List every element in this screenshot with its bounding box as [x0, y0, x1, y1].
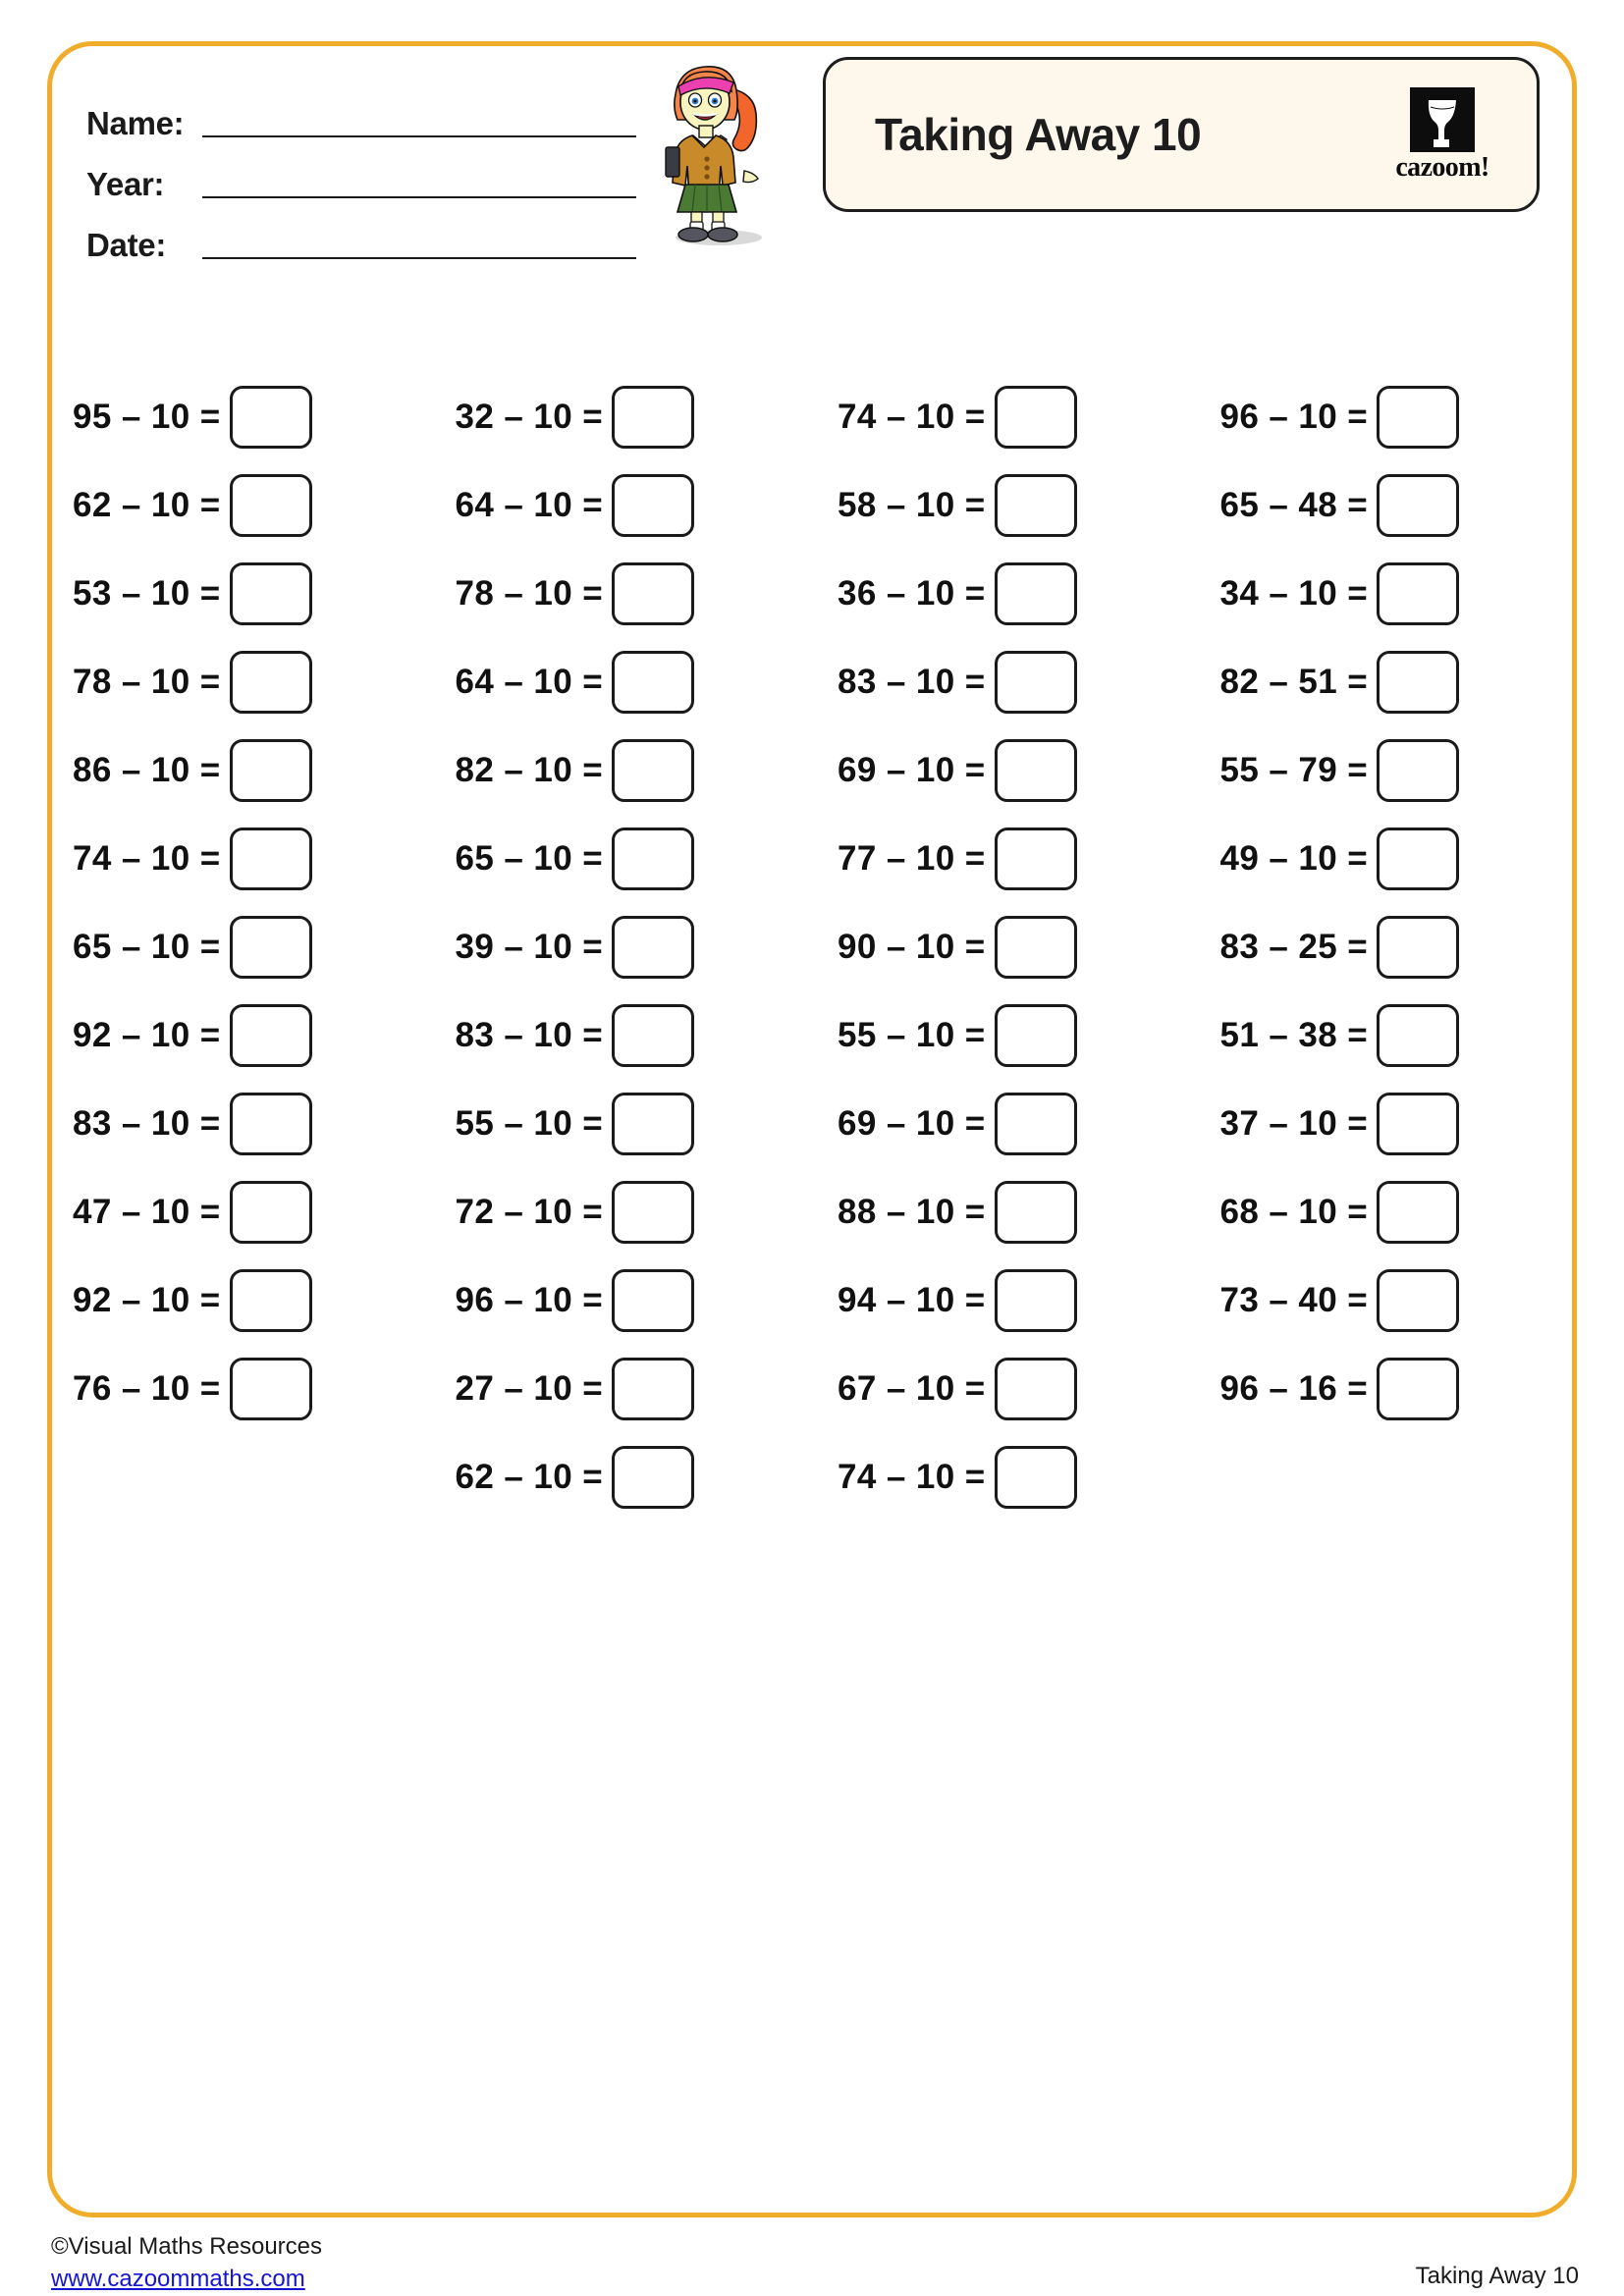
problem-cell — [812, 386, 1195, 449]
problem-expression: 83 – 10 = — [73, 1104, 221, 1143]
worksheet-footer — [51, 2230, 1583, 2296]
answer-box[interactable] — [612, 828, 694, 890]
problem-expression: 74 – 10 = — [838, 1458, 986, 1496]
answer-box[interactable] — [995, 1446, 1077, 1509]
problem-expression: 55 – 79 = — [1219, 751, 1369, 789]
year-field-label: Year: — [86, 166, 165, 202]
problem-row — [47, 1256, 1577, 1345]
problem-cell — [430, 474, 813, 537]
problem-cell — [1195, 1269, 1578, 1332]
problem-expression: 67 – 10 = — [838, 1369, 986, 1408]
answer-box[interactable] — [1377, 916, 1459, 979]
cazoom-hourglass-icon — [1410, 87, 1475, 152]
problem-cell — [1195, 1004, 1578, 1067]
problem-cell — [430, 1446, 813, 1509]
problem-cell — [47, 1181, 430, 1244]
problem-expression: 62 – 10 = — [73, 486, 221, 524]
problem-row — [47, 815, 1577, 903]
problem-expression: 58 – 10 = — [838, 486, 986, 524]
problem-expression: 37 – 10 = — [1219, 1104, 1369, 1143]
problem-cell — [812, 828, 1195, 890]
answer-box[interactable] — [612, 386, 694, 449]
problem-row — [47, 550, 1577, 638]
problem-expression: 92 – 10 = — [73, 1281, 221, 1319]
problem-expression: 74 – 10 = — [838, 398, 986, 436]
website-link[interactable]: www.cazoommaths.com — [51, 2266, 305, 2292]
year-field-input[interactable] — [202, 196, 636, 198]
problem-cell — [430, 1358, 813, 1420]
answer-box[interactable] — [1377, 1181, 1459, 1244]
answer-box[interactable] — [1377, 828, 1459, 890]
problem-cell — [430, 1004, 813, 1067]
problem-expression: 96 – 10 = — [1219, 398, 1369, 436]
problem-row — [47, 991, 1577, 1080]
answer-box[interactable] — [995, 1093, 1077, 1155]
answer-box[interactable] — [995, 386, 1077, 449]
problem-expression: 27 – 10 = — [455, 1369, 604, 1408]
problem-cell — [47, 562, 430, 625]
answer-box[interactable] — [230, 1269, 312, 1332]
problem-row — [47, 903, 1577, 991]
answer-box[interactable] — [612, 562, 694, 625]
answer-box[interactable] — [612, 1358, 694, 1420]
problem-expression: 83 – 10 = — [455, 1016, 604, 1054]
answer-box[interactable] — [612, 1446, 694, 1509]
answer-box[interactable] — [230, 1181, 312, 1244]
problem-cell — [1195, 1181, 1578, 1244]
problem-cell — [47, 1004, 430, 1067]
answer-box[interactable] — [1377, 1093, 1459, 1155]
problem-expression: 64 – 10 = — [455, 486, 604, 524]
problem-expression: 95 – 10 = — [73, 398, 221, 436]
problem-expression: 76 – 10 = — [73, 1369, 221, 1408]
problem-cell — [47, 739, 430, 802]
problem-expression: 77 – 10 = — [838, 839, 986, 878]
problem-cell — [812, 562, 1195, 625]
problem-expression: 65 – 48 = — [1219, 486, 1369, 524]
answer-box[interactable] — [1377, 1358, 1459, 1420]
problem-row — [47, 1345, 1577, 1433]
problem-cell — [812, 1181, 1195, 1244]
problem-expression: 83 – 25 = — [1219, 928, 1369, 966]
answer-box[interactable] — [230, 1004, 312, 1067]
problem-cell — [812, 651, 1195, 714]
problem-cell — [47, 1093, 430, 1155]
answer-box[interactable] — [230, 651, 312, 714]
problem-cell — [47, 1358, 430, 1420]
problem-expression: 32 – 10 = — [455, 398, 604, 436]
problem-expression: 34 – 10 = — [1219, 574, 1369, 613]
problem-cell — [47, 828, 430, 890]
problem-cell — [47, 651, 430, 714]
problem-expression: 73 – 40 = — [1219, 1281, 1369, 1319]
cazoom-logo — [1385, 87, 1499, 182]
answer-box[interactable] — [995, 1358, 1077, 1420]
problem-cell — [430, 386, 813, 449]
problem-row — [47, 1433, 1577, 1522]
answer-box[interactable] — [1377, 1269, 1459, 1332]
answer-box[interactable] — [230, 828, 312, 890]
title-banner — [823, 57, 1540, 212]
problem-cell — [47, 916, 430, 979]
answer-box[interactable] — [995, 474, 1077, 537]
problem-row — [47, 726, 1577, 815]
problem-expression: 74 – 10 = — [73, 839, 221, 878]
problem-expression: 65 – 10 = — [73, 928, 221, 966]
problem-expression: 69 – 10 = — [838, 1104, 986, 1143]
problem-cell — [812, 1358, 1195, 1420]
page-title: Taking Away 10 — [875, 109, 1202, 160]
problem-expression: 92 – 10 = — [73, 1016, 221, 1054]
problem-expression: 64 – 10 = — [455, 663, 604, 701]
problem-expression: 68 – 10 = — [1219, 1193, 1369, 1231]
answer-box[interactable] — [230, 916, 312, 979]
answer-box[interactable] — [1377, 386, 1459, 449]
problem-cell — [430, 1269, 813, 1332]
problem-expression: 53 – 10 = — [73, 574, 221, 613]
problem-expression: 72 – 10 = — [455, 1193, 604, 1231]
problem-cell — [1195, 651, 1578, 714]
problem-cell — [812, 474, 1195, 537]
problem-expression: 49 – 10 = — [1219, 839, 1369, 878]
answer-box[interactable] — [612, 1004, 694, 1067]
problem-cell — [1195, 474, 1578, 537]
footer-page-label: Taking Away 10 — [1415, 2263, 1579, 2289]
problem-cell — [812, 1446, 1195, 1509]
problem-cell — [1195, 916, 1578, 979]
problem-cell — [812, 916, 1195, 979]
date-field-row — [86, 214, 636, 265]
cazoom-wordmark: cazoom! — [1395, 152, 1489, 183]
problem-expression: 65 – 10 = — [455, 839, 604, 878]
problem-cell — [812, 739, 1195, 802]
footer-credits — [51, 2230, 322, 2295]
answer-box[interactable] — [612, 474, 694, 537]
year-field-row — [86, 153, 636, 204]
problem-row — [47, 1168, 1577, 1256]
problem-cell — [1195, 1093, 1578, 1155]
problem-cell — [430, 828, 813, 890]
problem-cell — [812, 1093, 1195, 1155]
problem-expression: 86 – 10 = — [73, 751, 221, 789]
worksheet-header — [47, 41, 1577, 306]
answer-box[interactable] — [230, 1358, 312, 1420]
problem-cell — [812, 1004, 1195, 1067]
name-field-label: Name: — [86, 105, 185, 141]
problem-cell — [430, 562, 813, 625]
problem-expression: 39 – 10 = — [455, 928, 604, 966]
answer-box[interactable] — [1377, 739, 1459, 802]
answer-box[interactable] — [612, 1093, 694, 1155]
problem-expression: 55 – 10 = — [455, 1104, 604, 1143]
schoolgirl-illustration-icon — [634, 51, 791, 247]
answer-box[interactable] — [995, 1004, 1077, 1067]
problem-expression: 78 – 10 = — [73, 663, 221, 701]
problem-expression: 90 – 10 = — [838, 928, 986, 966]
problem-cell — [430, 916, 813, 979]
answer-box[interactable] — [230, 386, 312, 449]
problem-expression: 96 – 10 = — [455, 1281, 604, 1319]
problem-cell — [1195, 828, 1578, 890]
problem-row — [47, 461, 1577, 550]
answer-box[interactable] — [230, 1093, 312, 1155]
problem-expression: 36 – 10 = — [838, 574, 986, 613]
answer-box[interactable] — [1377, 562, 1459, 625]
date-field-label: Date: — [86, 227, 167, 263]
problem-grid — [47, 373, 1577, 1522]
problem-expression: 83 – 10 = — [838, 663, 986, 701]
answer-box[interactable] — [995, 1181, 1077, 1244]
answer-box[interactable] — [995, 739, 1077, 802]
answer-box[interactable] — [230, 739, 312, 802]
answer-box[interactable] — [612, 651, 694, 714]
problem-expression: 88 – 10 = — [838, 1193, 986, 1231]
problem-expression: 82 – 51 = — [1219, 663, 1369, 701]
problem-expression: 78 – 10 = — [455, 574, 604, 613]
name-field-input[interactable] — [202, 135, 636, 137]
copyright-text: ©Visual Maths Resources — [51, 2233, 323, 2260]
problem-expression: 69 – 10 = — [838, 751, 986, 789]
answer-box[interactable] — [995, 651, 1077, 714]
problem-expression: 62 – 10 = — [455, 1458, 604, 1496]
answer-box[interactable] — [1377, 651, 1459, 714]
name-field-row — [86, 92, 636, 143]
problem-expression: 82 – 10 = — [455, 751, 604, 789]
answer-box[interactable] — [1377, 1004, 1459, 1067]
answer-box[interactable] — [230, 562, 312, 625]
problem-expression: 51 – 38 = — [1219, 1016, 1369, 1054]
answer-box[interactable] — [612, 739, 694, 802]
answer-box[interactable] — [230, 474, 312, 537]
problem-cell — [812, 1269, 1195, 1332]
answer-box[interactable] — [612, 1269, 694, 1332]
problem-cell — [430, 739, 813, 802]
problem-cell — [47, 1269, 430, 1332]
problem-expression: 94 – 10 = — [838, 1281, 986, 1319]
problem-cell — [430, 1093, 813, 1155]
answer-box[interactable] — [995, 1269, 1077, 1332]
problem-row — [47, 638, 1577, 726]
answer-box[interactable] — [995, 562, 1077, 625]
problem-cell — [1195, 386, 1578, 449]
problem-cell — [47, 386, 430, 449]
problem-cell — [1195, 1358, 1578, 1420]
problem-row — [47, 373, 1577, 461]
student-details-block — [86, 92, 636, 275]
answer-box[interactable] — [995, 916, 1077, 979]
problem-expression: 55 – 10 = — [838, 1016, 986, 1054]
answer-box[interactable] — [612, 1181, 694, 1244]
problem-cell — [47, 474, 430, 537]
problem-cell — [430, 651, 813, 714]
problem-row — [47, 1080, 1577, 1168]
date-field-input[interactable] — [202, 257, 636, 259]
problem-expression: 96 – 16 = — [1219, 1369, 1369, 1408]
problem-expression: 47 – 10 = — [73, 1193, 221, 1231]
answer-box[interactable] — [612, 916, 694, 979]
answer-box[interactable] — [1377, 474, 1459, 537]
answer-box[interactable] — [995, 828, 1077, 890]
problem-cell — [1195, 562, 1578, 625]
problem-cell — [430, 1181, 813, 1244]
problem-cell — [1195, 739, 1578, 802]
